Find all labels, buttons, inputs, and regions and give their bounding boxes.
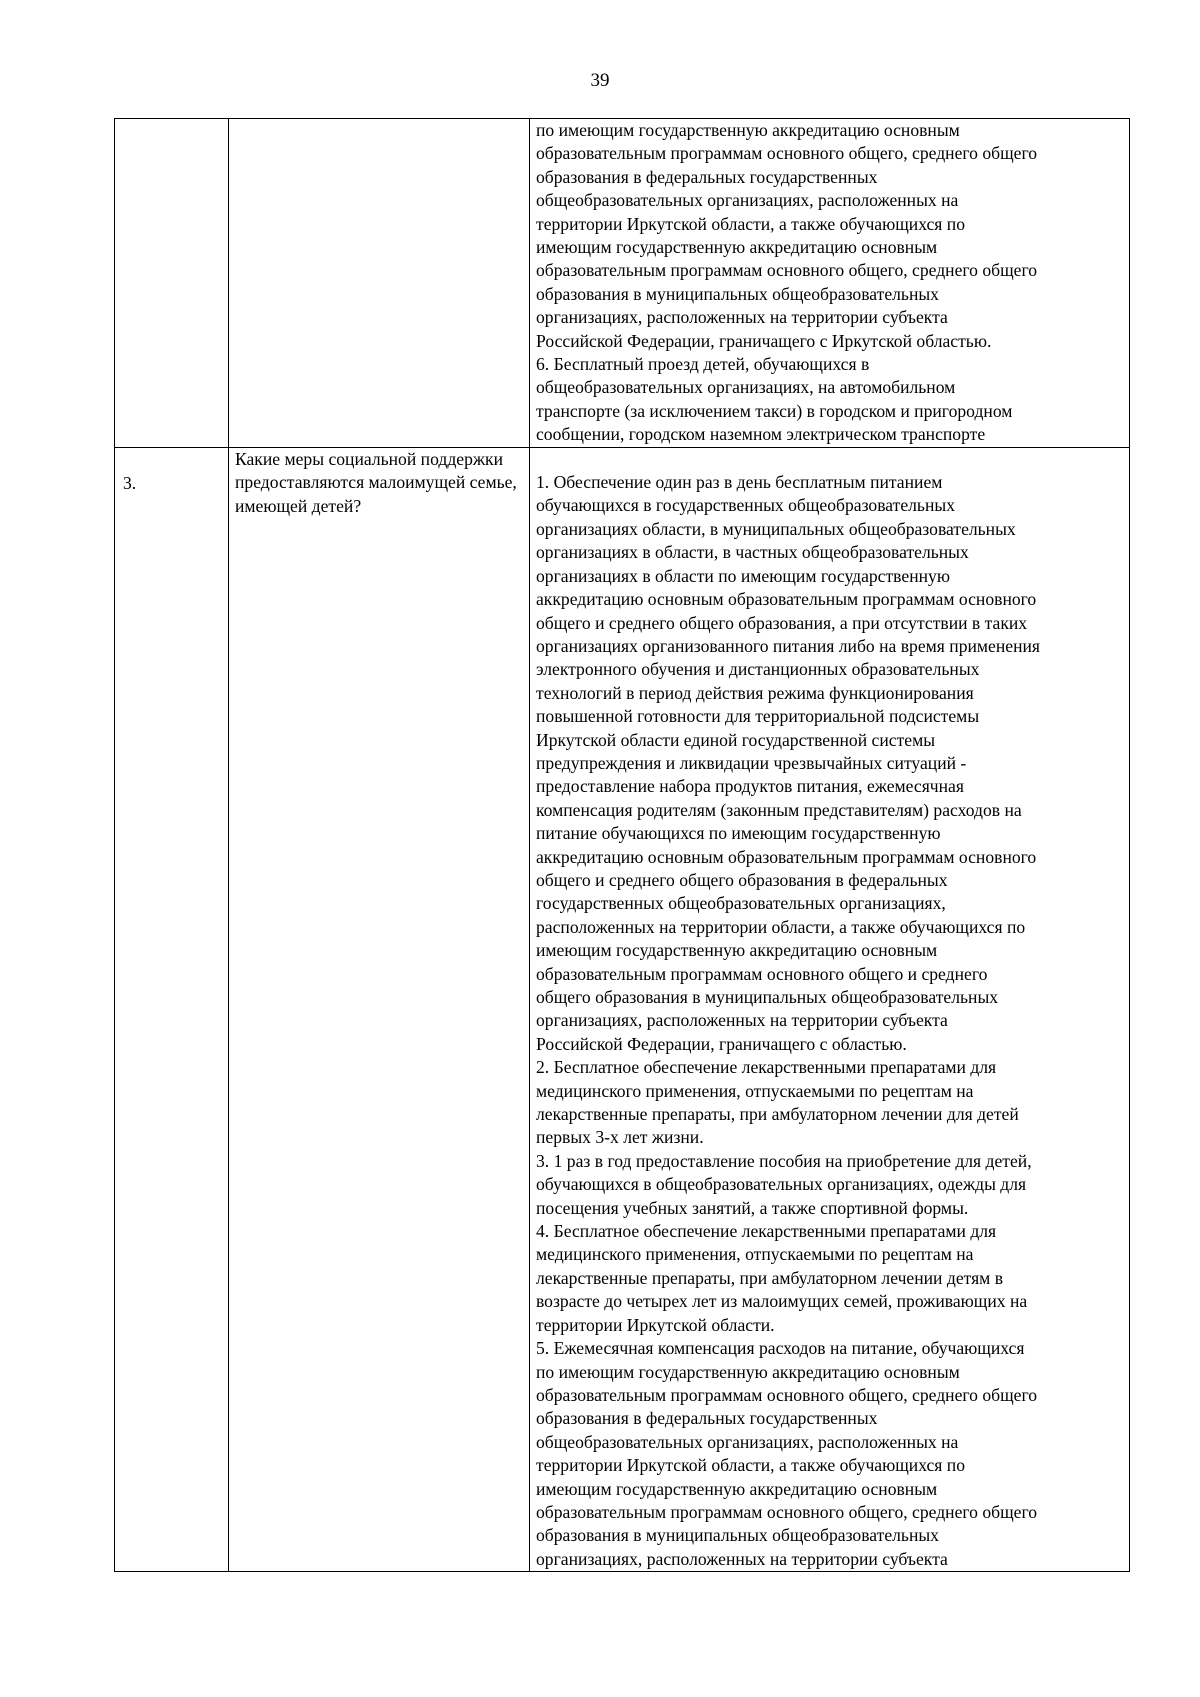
answer-line: предоставление набора продуктов питания, ежемесячная <box>536 776 964 797</box>
answer-line: имеющим государственную аккредитацию основным <box>536 1478 938 1499</box>
answer-line: общего и среднего общего образования в федеральных <box>536 869 948 890</box>
answer-line: организациях области, в муниципальных общеобразовательных <box>536 518 1016 539</box>
answer-line: территории Иркутской области, а также обучающихся по <box>536 213 966 234</box>
answer-line: по имеющим государственную аккредитацию основным <box>536 1361 960 1382</box>
answer-lines <box>536 119 1123 447</box>
answer-line: организациях организованного питания либо на время применения <box>536 635 1040 656</box>
answer-line: общего и среднего общего образования, а при отсутствии в таких <box>536 612 1028 633</box>
answer-lines <box>536 471 1123 1571</box>
answer-line: организациях, расположенных на территории субъекта <box>536 1548 948 1569</box>
answer-line: Российской Федерации, граничащего с областью. <box>536 1033 907 1054</box>
answer-line: 3. 1 раз в год предоставление пособия на приобретение для детей, <box>536 1150 1032 1171</box>
answer-line: организациях, расположенных на территории субъекта <box>536 1010 948 1031</box>
answer-line: 2. Бесплатное обеспечение лекарственными препаратами для <box>536 1057 997 1078</box>
answer-line: общеобразовательных организациях, расположенных на <box>536 190 959 211</box>
answer-line: лекарственные препараты, при амбулаторном лечении для детей <box>536 1104 1019 1125</box>
answer-line: организациях в области, в частных общеобразовательных <box>536 542 969 563</box>
answer-line: организациях, расположенных на территории субъекта <box>536 307 948 328</box>
answer-line: образовательным программам основного общего, среднего общего <box>536 1384 1038 1405</box>
answer-line: технологий в период действия режима функционирования <box>536 682 974 703</box>
question-cell <box>229 119 530 448</box>
answer-line: общеобразовательных организациях, расположенных на <box>536 1431 959 1452</box>
answer-line: посещения учебных занятий, а также спортивной формы. <box>536 1197 969 1218</box>
answer-line: территории Иркутской области. <box>536 1314 775 1335</box>
answer-line: транспорте (за исключением такси) в городском и пригородном <box>536 400 1013 421</box>
answer-line: по имеющим государственную аккредитацию основным <box>536 120 960 140</box>
answer-line: образовательным программам основного общего, среднего общего <box>536 260 1038 281</box>
answer-line: образовательным программам основного общего и среднего <box>536 963 988 984</box>
answer-line: образовательным программам основного общего, среднего общего <box>536 143 1038 164</box>
answer-cell <box>530 447 1130 1571</box>
answer-line: сообщении, городском наземном электрическом транспорте <box>536 424 986 445</box>
answer-line: обучающихся в государственных общеобразовательных <box>536 495 955 516</box>
answer-line: территории Иркутской области, а также обучающихся по <box>536 1455 966 1476</box>
answer-line: организациях в области по имеющим государственную <box>536 565 950 586</box>
answer-line: предупреждения и ликвидации чрезвычайных ситуаций - <box>536 752 967 773</box>
answer-cell <box>530 119 1130 448</box>
row-number-cell <box>115 119 229 448</box>
answer-line: общеобразовательных организациях, на автомобильном <box>536 377 956 398</box>
answer-line: компенсация родителям (законным представителям) расходов на <box>536 799 1022 820</box>
answer-line: образования в федеральных государственных <box>536 1408 878 1429</box>
answer-top-spacer <box>536 448 1123 471</box>
page-number: 39 <box>590 70 610 91</box>
table-row-continuation <box>115 119 1130 448</box>
answer-line: общего образования в муниципальных общеобразовательных <box>536 987 999 1008</box>
question-cell: Какие меры социальной поддержки предоставляются малоимущей семье, имеющей детей? <box>229 447 530 1571</box>
answer-line: аккредитацию основным образовательным программам основного <box>536 589 1037 610</box>
answer-line: имеющим государственную аккредитацию основным <box>536 940 938 961</box>
answer-line: образования в федеральных государственных <box>536 166 878 187</box>
table-row-3 <box>115 447 1130 1571</box>
answer-line: питание обучающихся по имеющим государственную <box>536 823 941 844</box>
answer-line: медицинского применения, отпускаемыми по рецептам на <box>536 1244 974 1265</box>
answer-line: электронного обучения и дистанционных образовательных <box>536 659 980 680</box>
answer-line: образования в муниципальных общеобразовательных <box>536 1525 939 1546</box>
answer-line: аккредитацию основным образовательным программам основного <box>536 846 1037 867</box>
answer-line: 6. Бесплатный проезд детей, обучающихся в <box>536 354 870 375</box>
answer-line: медицинского применения, отпускаемыми по рецептам на <box>536 1080 974 1101</box>
answer-line: государственных общеобразовательных организациях, <box>536 893 946 914</box>
answer-line: лекарственные препараты, при амбулаторном лечении детям в <box>536 1267 1004 1288</box>
answer-line: Российской Федерации, граничащего с Иркутской областью. <box>536 330 992 351</box>
answer-line: 1. Обеспечение один раз в день бесплатным питанием <box>536 472 943 493</box>
answer-line: Иркутской области единой государственной системы <box>536 729 936 750</box>
answer-line: обучающихся в общеобразовательных организациях, одежды для <box>536 1174 1027 1195</box>
row-number-cell: 3. <box>115 447 229 1571</box>
answer-line: имеющим государственную аккредитацию основным <box>536 237 938 258</box>
answer-line: 4. Бесплатное обеспечение лекарственными препаратами для <box>536 1221 997 1242</box>
answer-line: первых 3-х лет жизни. <box>536 1127 704 1148</box>
answer-line: возрасте до четырех лет из малоимущих семей, проживающих на <box>536 1291 1028 1312</box>
answer-line: образовательным программам основного общего, среднего общего <box>536 1501 1038 1522</box>
answer-line: образования в муниципальных общеобразовательных <box>536 283 939 304</box>
answer-line: повышенной готовности для территориальной подсистемы <box>536 706 980 727</box>
faq-table <box>114 118 1130 1572</box>
answer-line: 5. Ежемесячная компенсация расходов на питание, обучающихся <box>536 1338 1025 1359</box>
answer-line: расположенных на территории области, а также обучающихся по <box>536 916 1026 937</box>
